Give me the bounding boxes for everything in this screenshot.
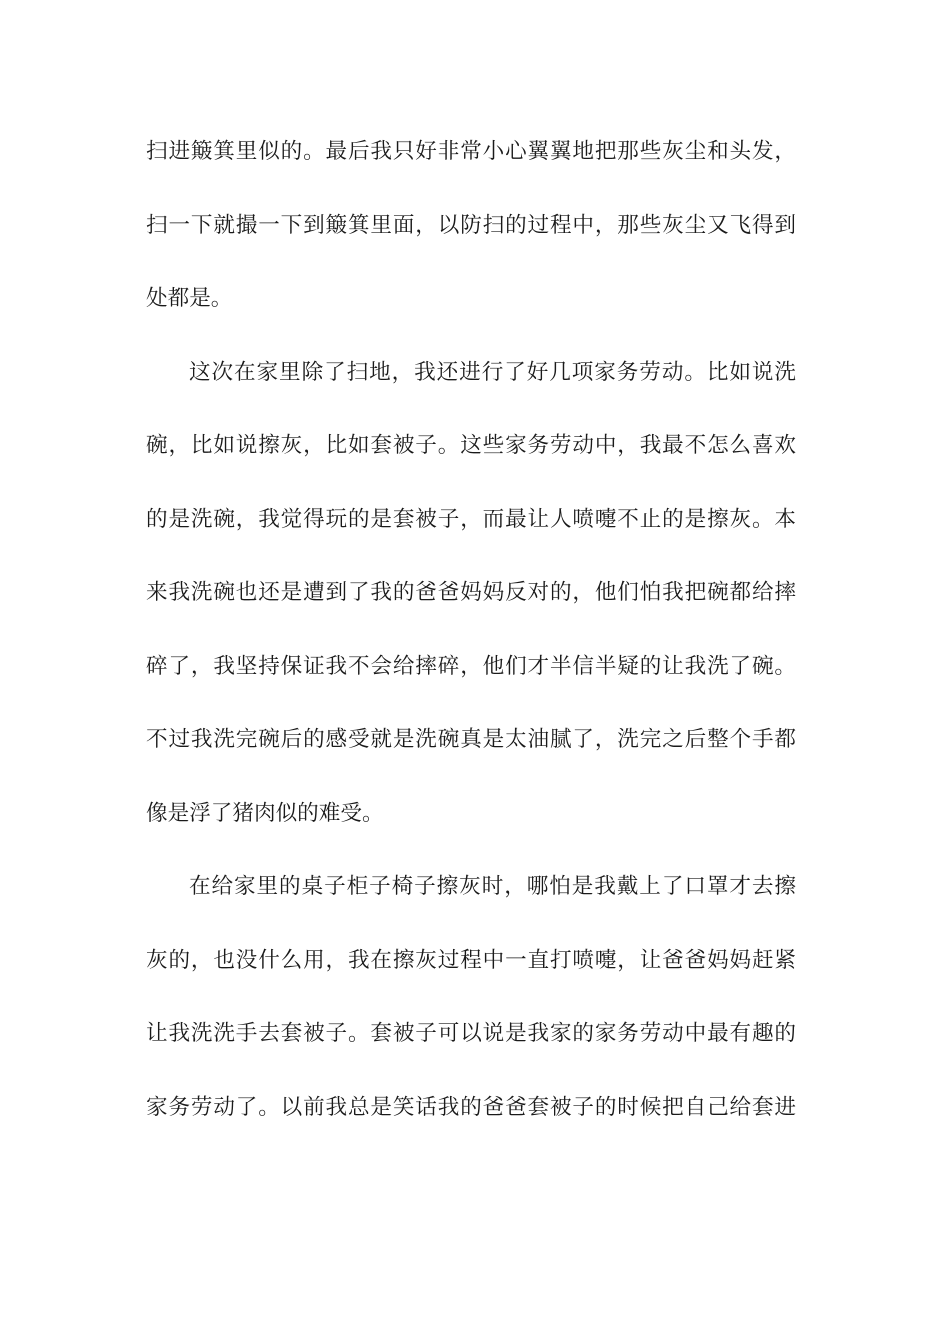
- text-line-11: 在给家里的桌子柜子椅子擦灰时，哪怕是我戴上了口罩才去擦: [189, 874, 796, 899]
- body-text: [146, 134, 796, 1163]
- text-line-10: 像是浮了猪肉似的难受。: [146, 800, 384, 826]
- text-line-8: 碎了，我坚持保证我不会给摔碎，他们才半信半疑的让我洗了碗。: [146, 653, 796, 679]
- text-line-3: 处都是。: [146, 286, 233, 311]
- text-line-1: 扫进簸箕里似的。最后我只好非常小心翼翼地把那些灰尘和头发，: [146, 139, 796, 164]
- text-line-7: 来我洗碗也还是遭到了我的爸爸妈妈反对的，他们怕我把碗都给摔: [146, 580, 796, 605]
- text-line-6: 的是洗碗，我觉得玩的是套被子，而最让人喷嚏不止的是擦灰。本: [146, 506, 796, 532]
- text-line-12: 灰的，也没什么用，我在擦灰过程中一直打喷嚏，让爸爸妈妈赶紧: [146, 947, 796, 973]
- text-line-4: 这次在家里除了扫地，我还进行了好几项家务劳动。比如说洗: [189, 359, 796, 385]
- text-line-5: 碗，比如说擦灰，比如套被子。这些家务劳动中，我最不怎么喜欢: [146, 433, 796, 458]
- text-line-13: 让我洗洗手去套被子。套被子可以说是我家的家务劳动中最有趣的: [146, 1021, 796, 1046]
- text-line-2: 扫一下就撮一下到簸箕里面，以防扫的过程中，那些灰尘又飞得到: [146, 212, 796, 238]
- text-line-14: 家务劳动了。以前我总是笑话我的爸爸套被子的时候把自己给套进: [146, 1094, 796, 1120]
- text-line-9: 不过我洗完碗后的感受就是洗碗真是太油腻了，洗完之后整个手都: [146, 727, 796, 752]
